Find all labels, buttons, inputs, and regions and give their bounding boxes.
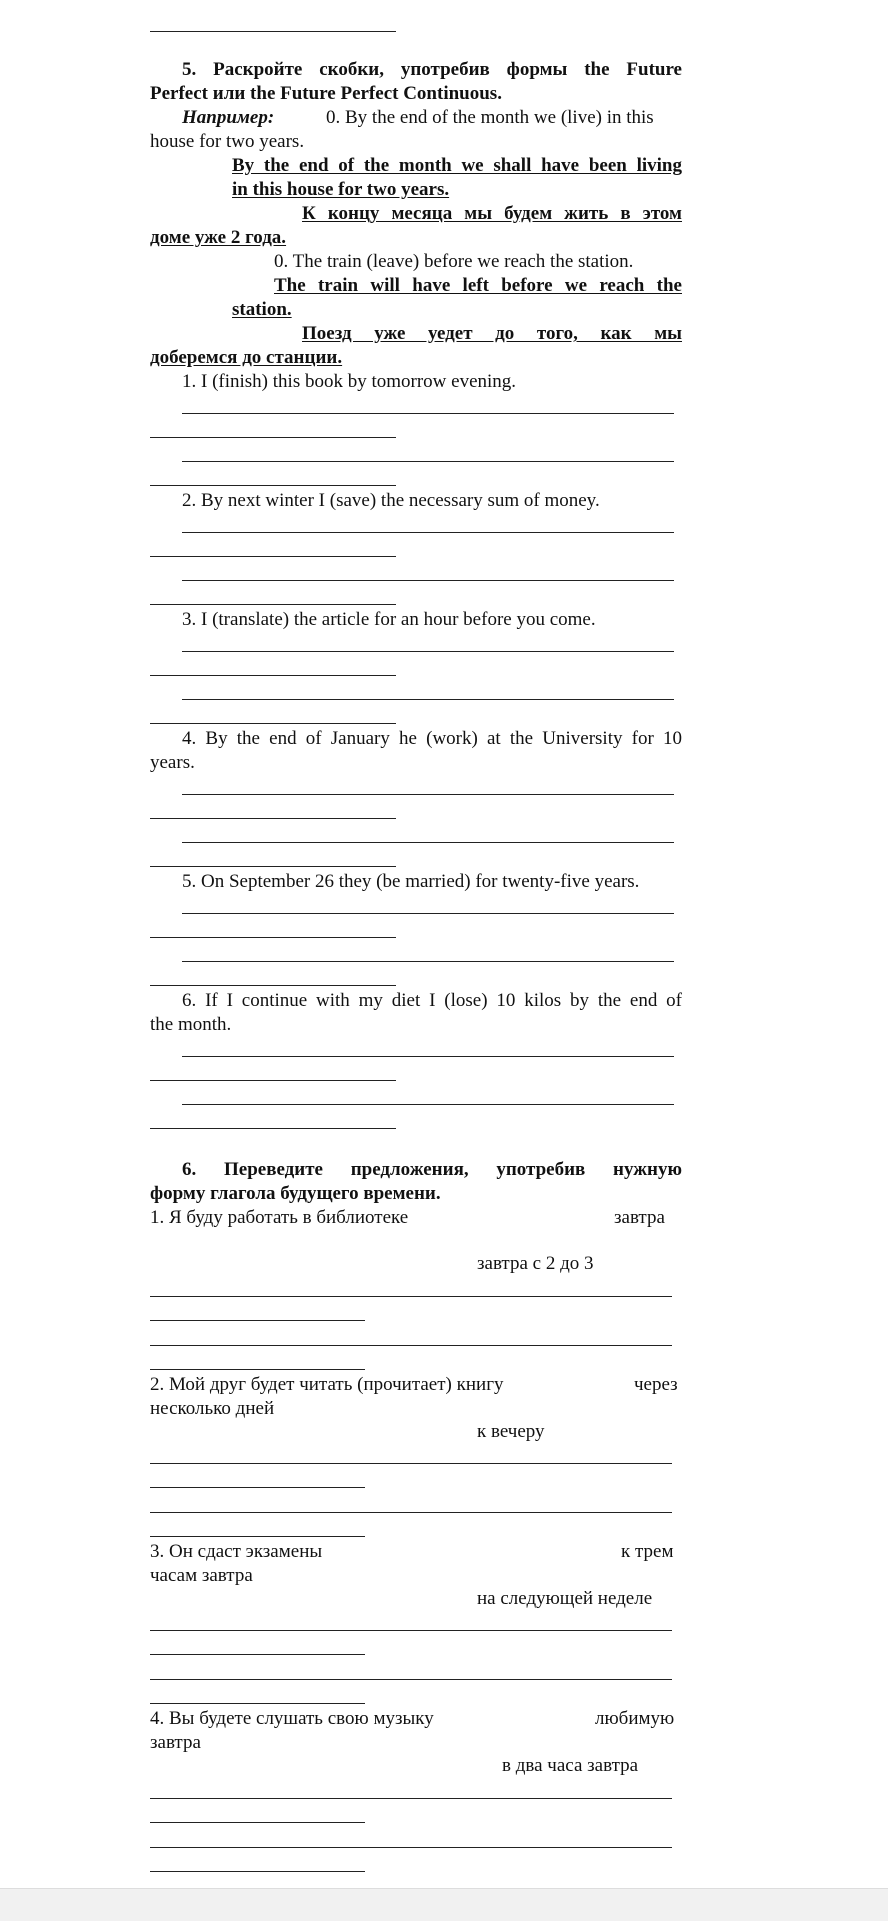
example-label: Например: — [182, 107, 275, 128]
example1-answer-cont: in this house for two years. — [232, 179, 450, 200]
exercise5-heading-line1: 5. Раскройте скобки, употребив формы the Future — [182, 59, 682, 80]
answer-line[interactable] — [150, 1822, 365, 1823]
example1-task: 0. By the end of the month we (live) in this — [326, 107, 654, 128]
answer-line[interactable] — [182, 794, 674, 795]
answer-line[interactable] — [150, 723, 396, 724]
answer-line[interactable] — [150, 1630, 672, 1631]
answer-line[interactable] — [150, 1703, 365, 1704]
ex6-item-2-cont: несколько дней — [150, 1398, 275, 1419]
ex6-item-2: 2. Мой друг будет читать (прочитает) книгу — [150, 1374, 504, 1395]
answer-line[interactable] — [150, 1536, 365, 1537]
answer-line[interactable] — [150, 1847, 672, 1848]
answer-line[interactable] — [150, 985, 396, 986]
answer-line[interactable] — [150, 818, 396, 819]
answer-line[interactable] — [182, 961, 674, 962]
answer-line[interactable] — [150, 1369, 365, 1370]
answer-line[interactable] — [150, 1296, 672, 1297]
example1-translation: К концу месяца мы будем жить в этом — [302, 203, 682, 224]
answer-line[interactable] — [150, 1679, 672, 1680]
answer-line[interactable] — [182, 461, 674, 462]
example1-translation-cont: доме уже 2 года. — [150, 227, 287, 248]
answer-line[interactable] — [182, 651, 674, 652]
ex5-item-6-cont: the month. — [150, 1014, 232, 1035]
answer-line[interactable] — [150, 1320, 365, 1321]
ex6-item-4-right: любимую — [595, 1708, 675, 1729]
example1-task-cont: house for two years. — [150, 131, 305, 152]
answer-line[interactable] — [182, 413, 674, 414]
ex6-item-2-right: через — [634, 1374, 678, 1395]
viewer-bottom-strip — [0, 1888, 888, 1921]
exercise6-heading-line2: форму глагола будущего времени. — [150, 1183, 441, 1204]
ex5-item-3: 3. I (translate) the article for an hour before you come. — [182, 609, 596, 630]
answer-line[interactable] — [182, 580, 674, 581]
answer-line[interactable] — [150, 675, 396, 676]
answer-line[interactable] — [150, 485, 396, 486]
answer-line[interactable] — [150, 1654, 365, 1655]
example2-answer: The train will have left before we reach the — [274, 275, 682, 296]
answer-line[interactable] — [150, 1798, 672, 1799]
ex6-item-1-right: завтра — [614, 1207, 665, 1228]
answer-line[interactable] — [182, 699, 674, 700]
ex5-item-2: 2. By next winter I (save) the necessary sum of money. — [182, 490, 600, 511]
ex5-item-1: 1. I (finish) this book by tomorrow evening. — [182, 371, 517, 392]
ex6-item-3: 3. Он сдаст экзамены — [150, 1541, 323, 1562]
example2-task: 0. The train (leave) before we reach the station. — [274, 251, 634, 272]
ex5-item-5: 5. On September 26 they (be married) for twenty-five years. — [182, 871, 640, 892]
ex6-item-2-option: к вечеру — [477, 1421, 545, 1442]
ex6-item-1-option: завтра с 2 до 3 — [477, 1253, 594, 1274]
ex6-item-3-option: на следующей неделе — [477, 1588, 653, 1609]
example1-answer: By the end of the month we shall have been living — [232, 155, 682, 176]
answer-line — [150, 31, 396, 32]
ex6-item-4: 4. Вы будете слушать свою музыку — [150, 1708, 434, 1729]
answer-line[interactable] — [150, 937, 396, 938]
answer-line[interactable] — [182, 532, 674, 533]
answer-line[interactable] — [150, 866, 396, 867]
example2-translation-cont: доберемся до станции. — [150, 347, 343, 368]
answer-line[interactable] — [150, 437, 396, 438]
answer-line[interactable] — [182, 842, 674, 843]
exercise5-heading-line2: Perfect или the Future Perfect Continuous. — [150, 83, 502, 104]
answer-line[interactable] — [150, 1463, 672, 1464]
ex6-item-4-cont: завтра — [150, 1732, 201, 1753]
exercise6-heading-line1: 6. Переведите предложения, употребив нужную — [182, 1159, 682, 1180]
answer-line[interactable] — [150, 1080, 396, 1081]
answer-line[interactable] — [182, 1056, 674, 1057]
ex6-item-4-option: в два часа завтра — [502, 1755, 639, 1776]
answer-line[interactable] — [150, 1487, 365, 1488]
ex5-item-6: 6. If I continue with my diet I (lose) 10 kilos by the end of — [182, 990, 682, 1011]
ex5-item-4-cont: years. — [150, 752, 195, 773]
ex6-item-1: 1. Я буду работать в библиотеке — [150, 1207, 409, 1228]
ex5-item-4: 4. By the end of January he (work) at the University for 10 — [182, 728, 682, 749]
answer-line[interactable] — [150, 604, 396, 605]
answer-line[interactable] — [150, 1871, 365, 1872]
answer-line[interactable] — [150, 556, 396, 557]
answer-line[interactable] — [182, 913, 674, 914]
answer-line[interactable] — [150, 1345, 672, 1346]
ex6-item-3-right: к трем — [621, 1541, 674, 1562]
example2-translation: Поезд уже уедет до того, как мы — [302, 323, 682, 344]
example2-answer-cont: station. — [232, 299, 292, 320]
answer-line[interactable] — [150, 1128, 396, 1129]
answer-line[interactable] — [182, 1104, 674, 1105]
answer-line[interactable] — [150, 1512, 672, 1513]
ex6-item-3-cont: часам завтра — [150, 1565, 253, 1586]
